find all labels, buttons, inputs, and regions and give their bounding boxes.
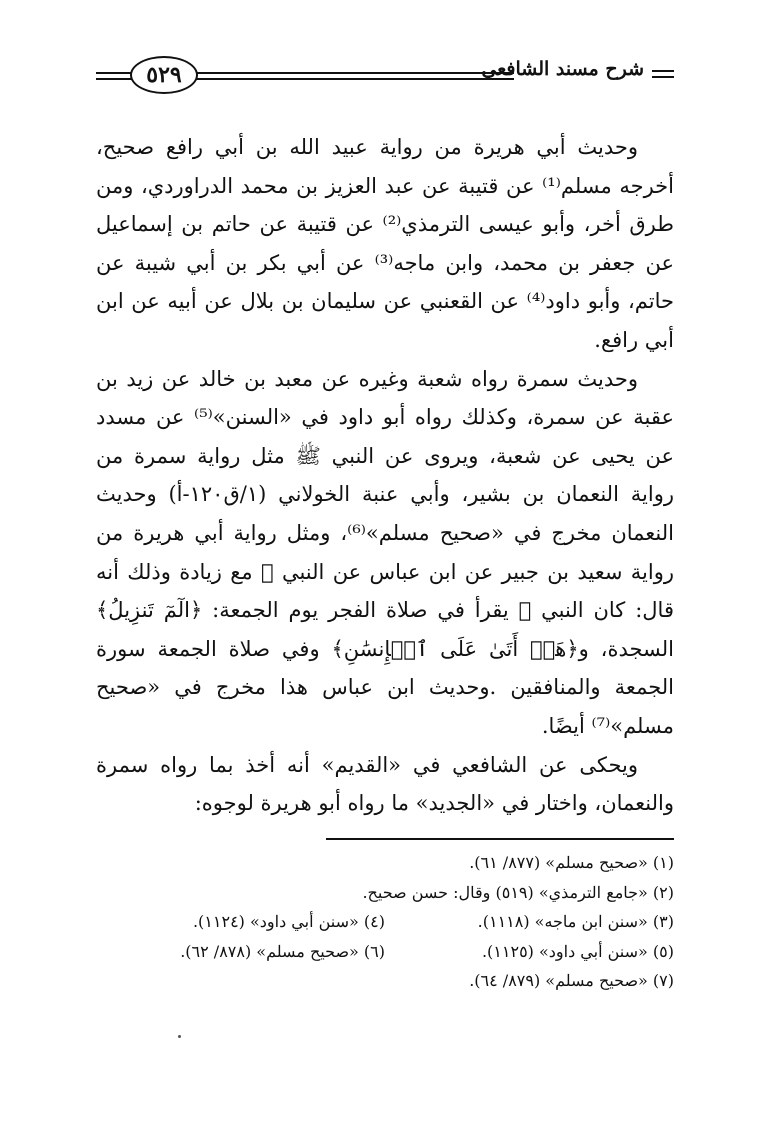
footnote: (٣) «سنن ابن ماجه» (١١١٨). [477,912,674,931]
footnote: (٥) «سنن أبي داود» (١١٢٥). [481,941,674,961]
footnote: (٤) «سنن أبي داود» (١١٢٤). [192,912,385,931]
stray-dot [178,1035,181,1038]
footnote: (٦) «صحيح مسلم» (٨٧٨/ ٦٢). [180,941,385,961]
footnotes [96,848,674,996]
footnote-separator [326,838,674,840]
page-number: ٥٢٩ [130,56,198,94]
footnote: (٧) «صحيح مسلم» (٨٧٩/ ٦٤). [469,971,674,990]
book-title: شرح مسند الشافعي [481,58,644,80]
footnote: (١) «صحيح مسلم» (٨٧٧/ ٦١). [469,853,674,872]
header-title-dash [652,70,674,78]
paragraph: ويحكى عن الشافعي في «القديم» أنه أخذ بما رواه سمرة والنعمان، واختار في «الجديد» ما رواه أبو هريرة لوجوه: [96,752,674,816]
paragraph: وحديث سمرة رواه شعبة وغيره عن معبد بن خالد عن زيد بن عقبة عن سمرة، وكذلك رواه أبو داود في «السنن»⁽⁵⁾ عن مسدد عن يحيى عن شعبة، ويروى عن النبي ﷺ مثل رواية سمرة من رواية النعمان بن بشير، وأبي عنبة الخولاني (١/ق١٢٠-أ) وحديث النعمان مخرج في «صحيح مسلم»⁽⁶⁾، ومثل رواية أبي هريرة من رواية سعيد بن جبير عن ابن عباس عن النبي ﷺ مع زيادة وذلك أنه قال: كان النبي ﷺ يقرأ في صلاة الفجر يوم الجمعة: ﴿الٓمٓ ‌تَنزِيلُ﴾ السجدة، و﴿هَلۡ أَتَىٰ عَلَى ٱلۡإِنسَٰنِ﴾ وفي صلاة الجمعة سورة الجمعة والمنافقين .وحديث ابن عباس هذا مخرج في «صحيح مسلم»⁽⁷⁾ أيضًا. [96,366,674,738]
main-text [96,128,674,823]
footnote: (٢) «جامع الترمذي» (٥١٩) وقال: حسن صحيح. [362,882,674,902]
header-rule [192,72,514,80]
paragraph: وحديث أبي هريرة من رواية عبيد الله بن أبي رافع صحيح، أخرجه مسلم⁽¹⁾ عن قتيبة عن عبد العزيز بن محمد الدراوردي، ومن طرق أخر، وأبو عيسى الترمذي⁽²⁾ عن قتيبة عن حاتم بن إسماعيل عن جعفر بن محمد، وابن ماجه⁽³⁾ عن أبي بكر بن أبي شيبة عن حاتم، وأبو داود⁽⁴⁾ عن القعنبي عن سليمان بن بلال عن أبيه عن ابن أبي رافع. [96,135,674,352]
header-rule-end [96,72,132,80]
page-header [96,52,674,100]
